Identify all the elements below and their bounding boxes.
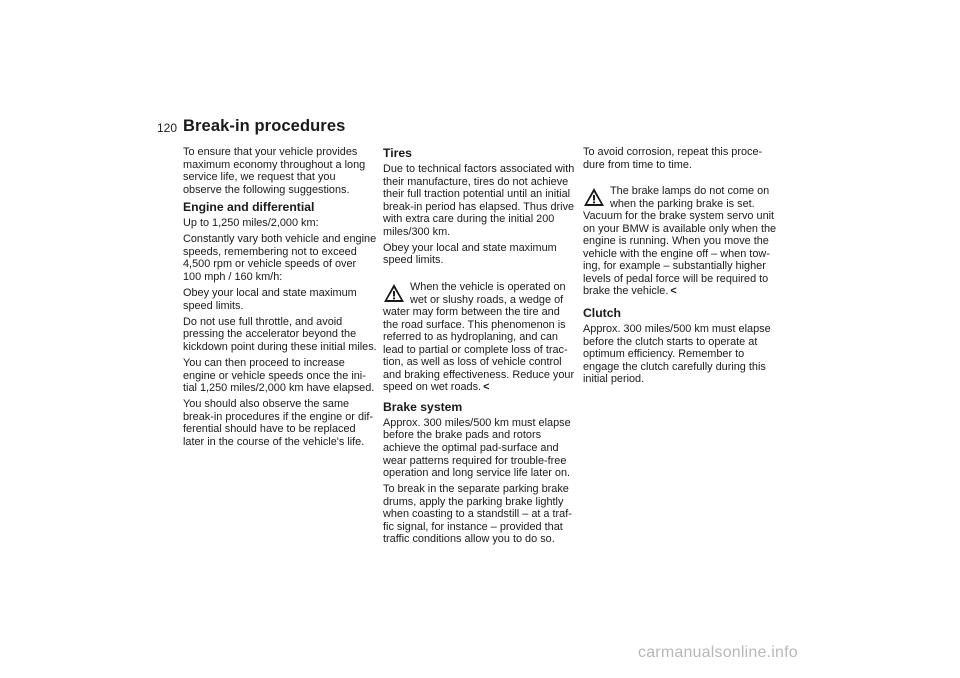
column-3 <box>583 146 777 389</box>
end-mark: < <box>483 381 490 394</box>
watermark: carmanualsonline.info <box>638 644 798 661</box>
engine-paragraph-5: You can then proceed to increase engine or vehicle speeds once the ini-tial 1,250 miles/2,000 km have elapsed. <box>183 357 375 395</box>
intro-paragraph: To ensure that your vehicle provides maximum economy throughout a long service life, we request that you observe the following suggestions. <box>183 146 366 196</box>
brake-paragraph-2: To break in the separate parking brake drums, apply the parking brake lightly when coasting to a standstill – at a traf-fic signal, for instance – provided that traffic conditions allow you to do so. <box>383 483 572 546</box>
clutch-heading: Clutch <box>583 306 621 321</box>
brake-lamps-warning-text: The brake lamps do not come on when the parking brake is set. Vacuum for the brake system servo unit on your BMW is available only when the engine is running. When you move the vehicle with the engine off – when tow-ing, for example – substantially higher levels of pedal force will be required to brake the vehicle. <box>583 185 777 298</box>
brake-lamps-warning <box>583 185 777 298</box>
clutch-paragraph: Approx. 300 miles/500 km must elapse before the clutch starts to operate at optimum efficiency. Remember to engage the clutch carefully during this initial period. <box>583 323 771 386</box>
tires-paragraph-1: Due to technical factors associated with their manufacture, tires do not achieve their full traction potential until an initial break-in period has elapsed. Thus drive with extra care during the initial 200 miles/300 km. <box>383 163 575 238</box>
warning-triangle-icon <box>383 283 405 303</box>
hydroplaning-warning <box>383 281 577 394</box>
engine-paragraph-1: Up to 1,250 miles/2,000 km: <box>183 217 319 230</box>
column-2 <box>383 146 577 550</box>
engine-differential-heading: Engine and differential <box>183 200 315 215</box>
engine-paragraph-6: You should also observe the same break-in procedures if the engine or dif-ferential should have to be replaced later in the course of the vehicle's life. <box>183 398 374 448</box>
engine-paragraph-3: Obey your local and state maximum speed limits. <box>183 287 357 312</box>
warning-triangle-icon <box>583 187 605 207</box>
tires-paragraph-2: Obey your local and state maximum speed limits. <box>383 241 557 267</box>
tires-heading: Tires <box>383 146 412 160</box>
engine-paragraph-2: Constantly vary both vehicle and engine speeds, remembering not to exceed 4,500 rpm or vehicle speeds of over 100 mph / 160 km/h: <box>183 233 377 283</box>
brake-system-heading: Brake system <box>383 399 463 414</box>
hydroplaning-warning-text: When the vehicle is operated on wet or slushy roads, a wedge of water may form between the tire and the road surface. This phenomenon is referred to as hydroplaning, and can lead to partial or complete loss of trac-tion, as well as loss of vehicle control and braking effectiveness. Reduce your speed on wet roads. <box>383 280 575 394</box>
engine-paragraph-4: Do not use full throttle, and avoid pressing the accelerator beyond the kickdown point during these initial miles. <box>183 315 377 353</box>
corrosion-paragraph: To avoid corrosion, repeat this proce-dure from time to time. <box>583 146 763 171</box>
end-mark: < <box>670 285 677 298</box>
brake-paragraph-1: Approx. 300 miles/500 km must elapse before the brake pads and rotors achieve the optimal pad-surface and wear patterns required for trouble-free operation and long service life later on. <box>383 416 571 480</box>
column-1 <box>183 146 377 452</box>
page-number: 120 <box>157 121 178 135</box>
page-title: Break-in procedures <box>183 117 346 135</box>
